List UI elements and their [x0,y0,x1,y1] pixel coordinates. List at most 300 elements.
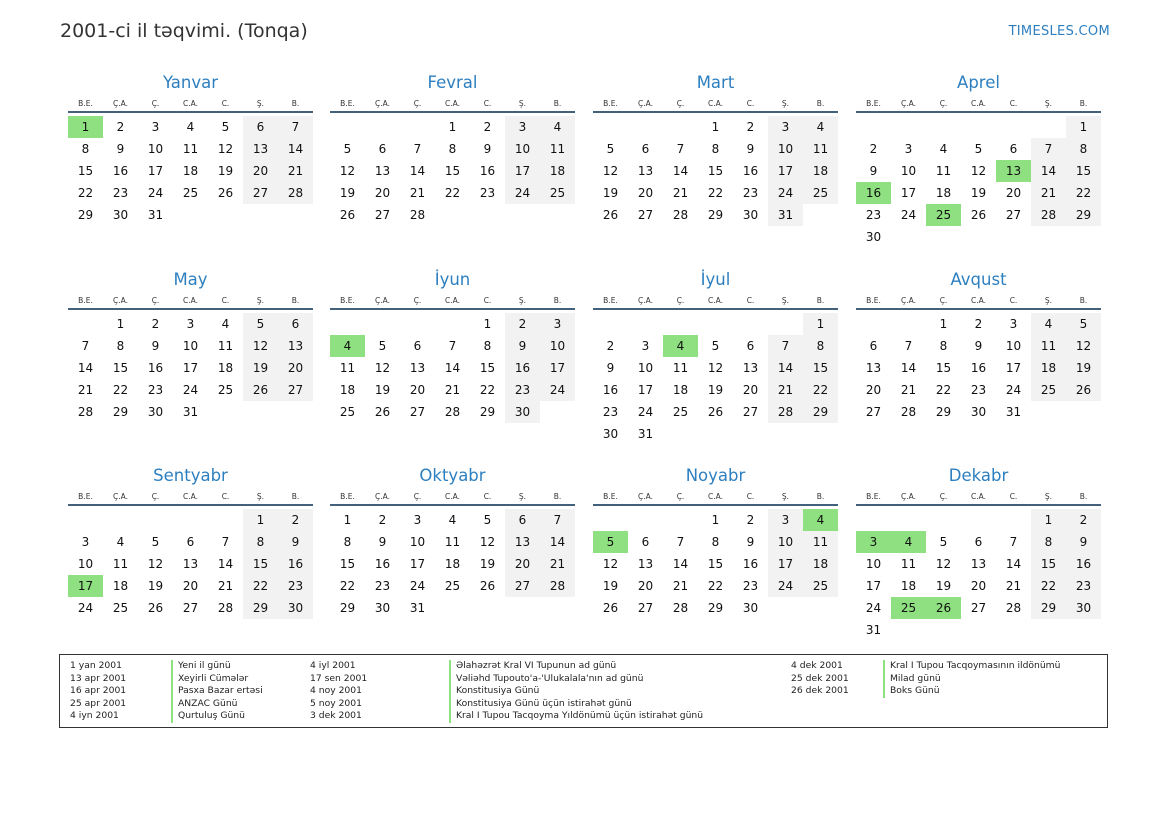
holiday-name: Əlahəzrət Kral VI Tupunun ad günü [449,660,616,673]
day-cell: 28 [444,405,461,419]
day-cell: 15 [1066,160,1101,182]
day-cell: 3 [768,509,803,531]
empty-cell [593,313,628,335]
weekday-label: B.E. [603,296,618,305]
day-cell: 22 [1031,575,1066,597]
weekday-header [856,97,1101,113]
day-cell: 6 [505,509,540,531]
weekday-label: B.E. [866,296,881,305]
weekday-label: C.A. [970,296,986,305]
day-cell: 2 [1066,509,1101,531]
day-cell: 27 [1005,208,1022,222]
day-cell: 21 [672,186,689,200]
day-cell: 15 [803,357,838,379]
day-cell: 5 [221,120,230,134]
day-cell: 11 [935,164,952,178]
day-cell: 3 [186,317,195,331]
day-cell: 31 [409,601,426,615]
page-title: 2001-ci il təqvimi. (Tonqa) [60,20,308,42]
day-cell: 8 [939,339,948,353]
day-cell: 22 [707,579,724,593]
empty-cell [961,509,996,531]
day-cell: 9 [378,535,387,549]
day-cell: 12 [243,335,278,357]
day-cell: 1 [803,313,838,335]
month-7 [593,269,838,445]
day-cell: 18 [803,160,838,182]
day-cell: 9 [606,361,615,375]
day-cell: 2 [483,120,492,134]
day-cell: 3 [1009,317,1018,331]
empty-cell [891,313,926,335]
weekday-label: C.A. [707,99,723,108]
day-cell: 23 [865,208,882,222]
day-cell: 4 [116,535,125,549]
day-cell: 16 [505,357,540,379]
day-cell: 28 [77,405,94,419]
day-cell: 21 [217,579,234,593]
weekday-label: Ç. [151,99,160,108]
day-cell: 1 [343,513,352,527]
weekday-label: B.E. [78,492,93,501]
weekday-label: B. [1079,99,1088,108]
day-cell: 6 [243,116,278,138]
day-cell: 17 [540,357,575,379]
day-cell: 20 [278,357,313,379]
day-cell: 25 [672,405,689,419]
holiday-day-cell: 3 [856,531,891,553]
weekday-header [330,294,575,310]
month-name: May [173,270,208,289]
day-cell: 18 [339,383,356,397]
day-cell: 19 [970,186,987,200]
day-cell: 14 [768,357,803,379]
weekday-label: C. [483,99,492,108]
day-cell: 31 [865,623,882,637]
weekday-label: Ş. [1044,296,1053,305]
weekday-header [593,97,838,113]
day-cell: 1 [939,317,948,331]
day-cell: 1 [711,513,720,527]
weekday-label: C.A. [444,99,460,108]
day-cell: 1 [243,509,278,531]
day-cell: 10 [540,335,575,357]
day-cell: 5 [939,535,948,549]
day-cell: 23 [970,383,987,397]
day-cell: 17 [768,553,803,575]
day-cell: 10 [147,142,164,156]
day-cell: 30 [865,230,882,244]
day-cell: 15 [707,557,724,571]
holiday-name: Xeyirli Cümələr [171,673,248,686]
day-cell: 18 [182,164,199,178]
weekday-label: C.A. [444,492,460,501]
day-cell: 29 [707,208,724,222]
weekday-label: Ç. [151,296,160,305]
day-cell: 7 [221,535,230,549]
site-link[interactable]: TIMESLES.COM [1008,24,1110,39]
holiday-date: 16 apr 2001 [70,685,127,696]
day-cell: 22 [1066,182,1101,204]
day-cell: 20 [865,383,882,397]
day-cell: 5 [483,513,492,527]
day-cell: 2 [746,120,755,134]
day-cell: 7 [448,339,457,353]
day-cell: 22 [339,579,356,593]
day-cell: 8 [243,531,278,553]
empty-cell [961,116,996,138]
weekday-label: Ç.A. [374,492,390,501]
day-cell: 24 [409,579,426,593]
day-cell: 26 [339,208,356,222]
day-cell: 10 [637,361,654,375]
day-cell: 24 [77,601,94,615]
day-cell: 11 [339,361,356,375]
day-grid [330,116,575,226]
day-cell: 18 [935,186,952,200]
weekday-label: C. [483,296,492,305]
day-cell: 16 [1066,553,1101,575]
weekday-label: C. [1009,296,1018,305]
empty-cell [663,116,698,138]
empty-cell [733,313,768,335]
weekday-label: Ş. [781,492,790,501]
day-cell: 27 [742,405,759,419]
weekday-label: Ç.A. [900,296,916,305]
weekday-label: B. [291,99,300,108]
day-cell: 18 [217,361,234,375]
holiday-date: 1 yan 2001 [70,660,122,671]
month-name: Noyabr [685,466,746,485]
weekday-label: Ç.A. [637,492,653,501]
weekday-label: Ç.A. [112,296,128,305]
weekday-label: C.A. [444,296,460,305]
day-cell: 6 [641,535,650,549]
weekday-label: B. [1079,492,1088,501]
day-cell: 25 [444,579,461,593]
weekday-label: C.A. [970,492,986,501]
day-cell: 7 [676,535,685,549]
day-cell: 14 [900,361,917,375]
day-cell: 24 [182,383,199,397]
day-cell: 4 [540,116,575,138]
day-cell: 17 [900,186,917,200]
day-cell: 28 [409,208,426,222]
weekday-label: Ç.A. [112,99,128,108]
day-cell: 22 [935,383,952,397]
holiday-date: 13 apr 2001 [70,672,127,684]
day-cell: 19 [243,357,278,379]
day-grid [856,116,1101,248]
day-cell: 27 [182,601,199,615]
day-cell: 20 [505,553,540,575]
day-cell: 6 [641,142,650,156]
weekday-label: C. [221,99,230,108]
empty-cell [628,509,663,531]
day-cell: 30 [602,427,619,441]
holiday-day-cell: 25 [926,204,961,226]
day-grid [68,313,313,423]
empty-cell [68,509,103,531]
day-cell: 29 [707,601,724,615]
day-cell: 6 [869,339,878,353]
day-cell: 30 [112,208,129,222]
empty-cell [926,509,961,531]
empty-cell [891,116,926,138]
day-cell: 10 [768,531,803,553]
day-cell: 1 [1031,509,1066,531]
empty-cell [330,313,365,335]
day-cell: 2 [606,339,615,353]
day-cell: 25 [217,383,234,397]
day-cell: 15 [77,164,94,178]
day-cell: 29 [935,405,952,419]
day-cell: 21 [1031,182,1066,204]
empty-cell [996,116,1031,138]
day-cell: 9 [483,142,492,156]
weekday-label: B. [816,492,825,501]
weekday-label: B.E. [340,492,355,501]
empty-cell [173,509,208,531]
day-cell: 19 [217,164,234,178]
day-cell: 24 [147,186,164,200]
day-cell: 11 [217,339,234,353]
day-cell: 6 [413,339,422,353]
day-cell: 4 [1031,313,1066,335]
day-cell: 10 [409,535,426,549]
day-grid [593,313,838,445]
day-cell: 13 [970,557,987,571]
day-cell: 29 [112,405,129,419]
holiday-name: Vəliəhd Tupouto'a-'Ulukalala'nın ad günü [449,673,643,686]
weekday-header [330,97,575,113]
day-cell: 13 [742,361,759,375]
month-10 [330,465,575,619]
day-cell: 29 [1066,204,1101,226]
day-cell: 2 [116,120,125,134]
day-cell: 20 [742,383,759,397]
holiday-date: 26 dek 2001 [791,685,849,696]
day-cell: 7 [540,509,575,531]
day-cell: 17 [182,361,199,375]
weekday-label: C. [1009,99,1018,108]
day-cell: 10 [768,138,803,160]
day-cell: 3 [505,116,540,138]
day-grid [68,509,313,619]
day-cell: 24 [768,575,803,597]
day-cell: 19 [707,383,724,397]
day-cell: 28 [278,182,313,204]
day-cell: 11 [540,138,575,160]
holiday-date: 4 iyl 2001 [310,660,356,671]
day-cell: 12 [374,361,391,375]
day-cell: 9 [746,535,755,549]
day-cell: 8 [711,535,720,549]
weekday-label: B.E. [603,99,618,108]
day-cell: 28 [217,601,234,615]
holiday-name: Kral I Tupou Tacqoymasının ildönümü [883,660,1060,673]
day-cell: 20 [374,186,391,200]
weekday-label: Ç. [676,296,685,305]
day-cell: 10 [182,339,199,353]
day-cell: 8 [448,142,457,156]
day-cell: 8 [1066,138,1101,160]
weekday-label: B. [816,99,825,108]
day-cell: 11 [672,361,689,375]
day-cell: 6 [186,535,195,549]
day-cell: 25 [803,575,838,597]
day-cell: 24 [540,379,575,401]
day-cell: 26 [374,405,391,419]
day-cell: 3 [768,116,803,138]
empty-cell [768,313,803,335]
day-cell: 16 [278,553,313,575]
day-grid [593,509,838,619]
weekday-label: Ç. [413,99,422,108]
day-cell: 23 [374,579,391,593]
day-cell: 5 [243,313,278,335]
day-cell: 22 [707,186,724,200]
empty-cell [1031,116,1066,138]
day-cell: 18 [900,579,917,593]
day-cell: 29 [339,601,356,615]
month-1 [68,72,313,226]
day-cell: 20 [1005,186,1022,200]
empty-cell [856,116,891,138]
holiday-day-cell: 1 [68,116,103,138]
day-cell: 14 [1031,160,1066,182]
day-cell: 20 [182,579,199,593]
day-cell: 20 [637,186,654,200]
day-cell: 18 [672,383,689,397]
day-cell: 27 [243,182,278,204]
day-cell: 2 [869,142,878,156]
day-cell: 13 [637,164,654,178]
day-cell: 17 [768,160,803,182]
day-cell: 30 [1066,597,1101,619]
weekday-label: B. [553,296,562,305]
weekday-label: C.A. [707,296,723,305]
day-cell: 16 [479,164,496,178]
day-cell: 6 [1009,142,1018,156]
holiday-date: 3 dek 2001 [310,710,362,721]
day-cell: 15 [243,553,278,575]
month-name: Fevral [427,73,478,92]
day-cell: 28 [672,601,689,615]
weekday-header [68,490,313,506]
empty-cell [138,509,173,531]
day-cell: 20 [637,579,654,593]
weekday-label: C. [746,492,755,501]
day-cell: 3 [81,535,90,549]
day-cell: 30 [278,597,313,619]
day-cell: 26 [479,579,496,593]
month-name: Mart [696,73,735,92]
weekday-label: Ç. [676,492,685,501]
day-cell: 30 [505,401,540,423]
day-cell: 19 [374,383,391,397]
day-cell: 30 [742,208,759,222]
day-cell: 4 [803,116,838,138]
empty-cell [365,116,400,138]
month-name: Avqust [950,270,1007,289]
day-cell: 20 [409,383,426,397]
month-8 [856,269,1101,423]
day-cell: 15 [1031,553,1066,575]
holiday-list [59,654,1108,728]
day-cell: 16 [602,383,619,397]
empty-cell [400,116,435,138]
holiday-name: ANZAC Günü [171,698,238,711]
weekday-label: C. [1009,492,1018,501]
day-cell: 29 [1031,597,1066,619]
day-cell: 5 [974,142,983,156]
weekday-label: Ş. [781,296,790,305]
weekday-label: B. [816,296,825,305]
day-cell: 10 [900,164,917,178]
weekday-label: C.A. [707,492,723,501]
day-cell: 15 [339,557,356,571]
day-cell: 17 [409,557,426,571]
day-cell: 27 [409,405,426,419]
day-cell: 7 [413,142,422,156]
day-cell: 5 [343,142,352,156]
day-cell: 18 [540,160,575,182]
weekday-header [68,97,313,113]
day-cell: 11 [112,557,129,571]
day-cell: 1 [1066,116,1101,138]
day-cell: 22 [112,383,129,397]
day-cell: 19 [339,186,356,200]
day-cell: 29 [243,597,278,619]
day-cell: 26 [602,601,619,615]
day-cell: 28 [900,405,917,419]
day-cell: 12 [147,557,164,571]
weekday-label: Ç. [939,492,948,501]
weekday-header [856,294,1101,310]
day-cell: 8 [483,339,492,353]
day-cell: 26 [602,208,619,222]
empty-cell [435,313,470,335]
day-cell: 27 [637,208,654,222]
empty-cell [365,313,400,335]
day-cell: 6 [974,535,983,549]
weekday-label: C. [746,99,755,108]
weekday-label: B.E. [866,99,881,108]
empty-cell [68,313,103,335]
weekday-label: Ç.A. [374,296,390,305]
day-cell: 21 [1005,579,1022,593]
weekday-label: C. [221,296,230,305]
day-cell: 24 [637,405,654,419]
day-cell: 19 [479,557,496,571]
day-cell: 20 [970,579,987,593]
day-cell: 13 [278,335,313,357]
day-cell: 2 [278,509,313,531]
day-cell: 18 [112,579,129,593]
month-9 [68,465,313,619]
weekday-label: B. [553,99,562,108]
weekday-label: B.E. [340,296,355,305]
day-grid [330,313,575,423]
day-grid [593,116,838,226]
holiday-date: 4 iyn 2001 [70,710,119,721]
day-cell: 1 [448,120,457,134]
holiday-name: Qurtuluş Günü [171,710,245,723]
holiday-date: 25 apr 2001 [70,697,127,709]
day-cell: 17 [505,160,540,182]
day-cell: 15 [935,361,952,375]
